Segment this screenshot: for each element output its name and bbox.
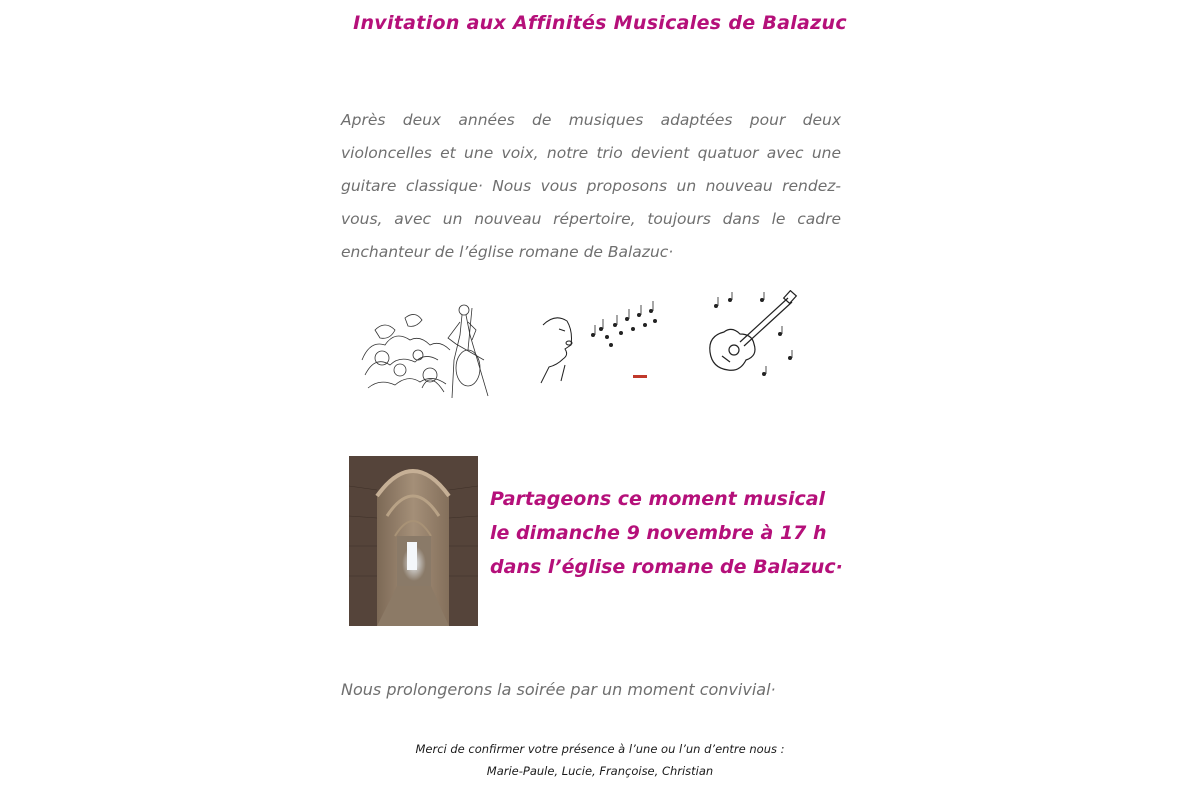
event-line-2: le dimanche 9 novembre à 17 h	[490, 522, 827, 544]
rsvp-block	[0, 738, 1200, 782]
convivial-note: Nous prolongerons la soirée par un moment convivial·	[341, 680, 776, 699]
event-details	[490, 482, 843, 584]
event-line-3: dans l’église romane de Balazuc·	[490, 556, 843, 578]
guitar-drawing	[704, 290, 800, 382]
rsvp-names: Marie-Paule, Lucie, Françoise, Christian	[486, 764, 714, 778]
event-line-1: Partageons ce moment musical	[490, 488, 826, 510]
cello-player-drawing	[360, 300, 502, 400]
intro-paragraph: Après deux années de musiques adaptées pour deux violoncelles et une voix, notre trio devient quatuor avec une guitare classique· Nous vous proposons un nouveau rendez-vous, avec un nouveau répertoire, toujours dans le cadre enchanteur de l’église romane de Balazuc·	[341, 111, 841, 261]
invitation-title: Invitation aux Affinités Musicales de Balazuc	[353, 12, 847, 34]
singer-drawing	[535, 295, 665, 387]
rsvp-line-1: Merci de confirmer votre présence à l’une ou l’un d’entre nous :	[415, 742, 785, 756]
church-photo	[349, 456, 478, 626]
